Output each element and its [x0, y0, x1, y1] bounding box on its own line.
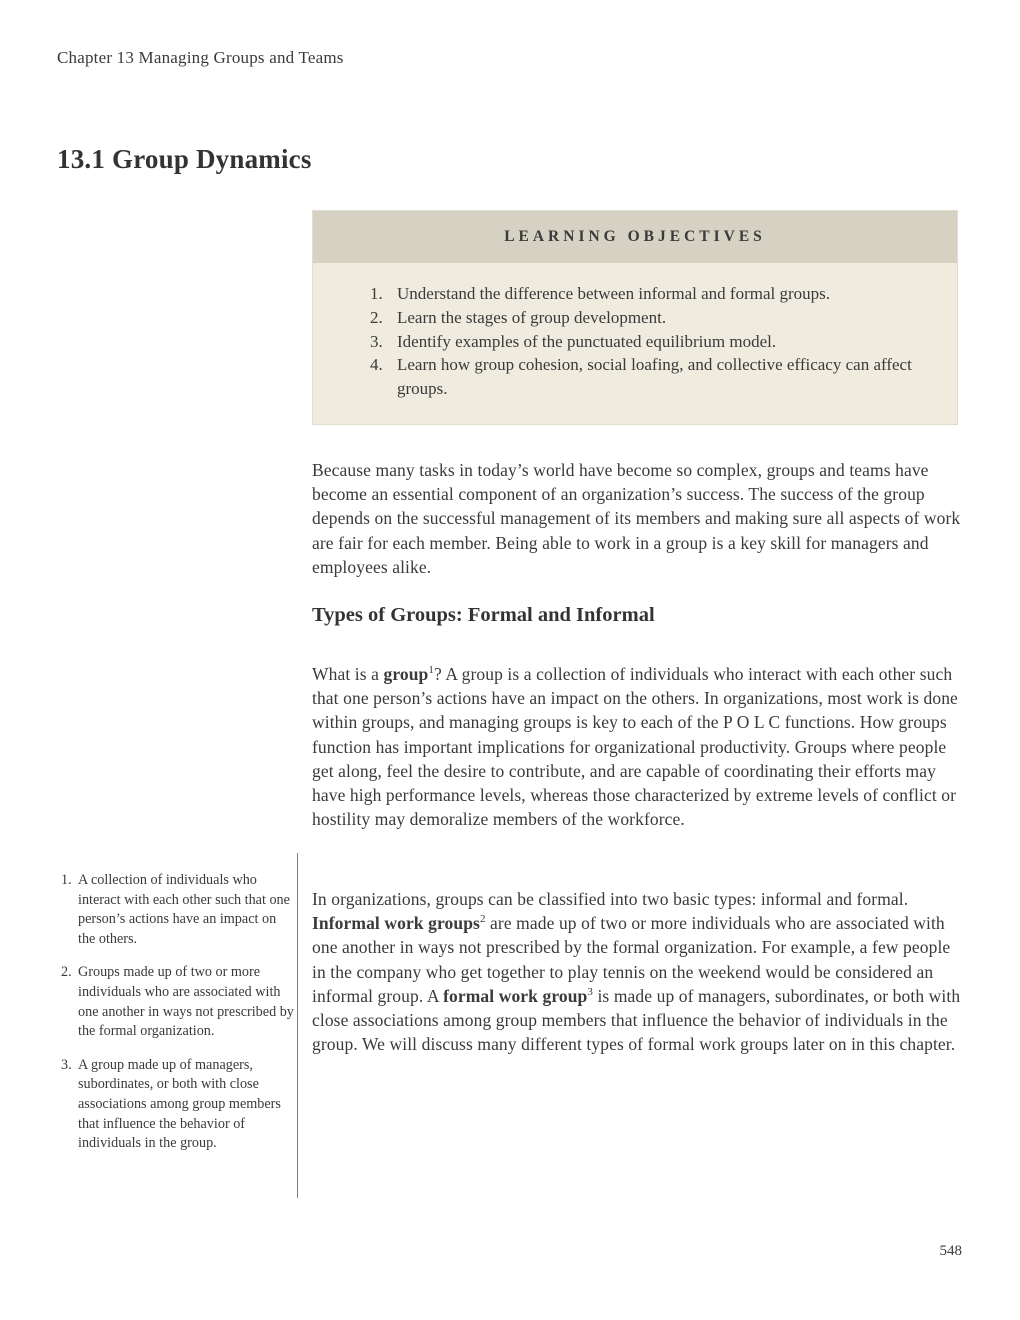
footnote-text: A group made up of managers, subordinates, or both with close associations among group members that influence the behavior of individuals in the group.: [78, 1056, 281, 1152]
footnote: [61, 963, 294, 1041]
list-number: 2.: [370, 307, 383, 327]
learning-objective-text: Learn the stages of group development.: [397, 307, 667, 327]
learning-objective-text: Learn how group cohesion, social loafing, and collective efficacy can affect groups.: [397, 355, 912, 399]
learning-objective-item: [370, 353, 923, 401]
learning-objectives-box: [312, 210, 958, 425]
chapter-header: Chapter 13 Managing Groups and Teams: [57, 48, 344, 67]
footnote-text: A collection of individuals who interact with each other such that one person’s actions have an impact on the others.: [78, 872, 290, 947]
footnotes-sidebar: [61, 871, 294, 1168]
section-title: 13.1 Group Dynamics: [57, 144, 312, 174]
learning-objectives-title: LEARNING OBJECTIVES: [313, 211, 957, 263]
learning-objective-text: Identify examples of the punctuated equilibrium model.: [397, 331, 777, 351]
list-number: 3.: [370, 331, 383, 351]
learning-objective-text: Understand the difference between informal and formal groups.: [397, 284, 831, 303]
page-number: 548: [939, 1243, 962, 1259]
footnote-text: Groups made up of two or more individuals who are associated with one another in ways not prescribed by the formal organization.: [78, 964, 294, 1040]
intro-paragraph: Because many tasks in today’s world have become so complex, groups and teams have become an essential component of an organization’s success. The success of the group depends on the successful management of its members and making sure all aspects of work are fair for each member. Being able to work in a group is a key skill for managers and employees alike.: [312, 460, 961, 577]
learning-objectives-body: [313, 263, 957, 426]
learning-objectives-list: [313, 263, 957, 401]
footnote-number: 2.: [61, 964, 72, 981]
sidebar-divider-line: [297, 853, 298, 1198]
learning-objective-item: [370, 306, 923, 330]
subsection-title: Types of Groups: Formal and Informal: [312, 604, 655, 626]
footnote: [61, 871, 294, 949]
list-number: 1.: [370, 284, 383, 303]
learning-objective-item: [370, 282, 923, 306]
footnote-number: 1.: [61, 872, 72, 888]
group-definition-paragraph: What is a group$^1$? A group is a collection of individuals who interact with each other such that one person’s actions have an impact on the others. In organizations, most work is done within groups, and managing groups is key to each of the P O L C functions. How groups function has important implications for organizational productivity. Groups where people get along, feel the desire to contribute, and are capable of coordinating their efforts may have high performance levels, whereas those characterized by extreme levels of conflict or hostility may demoralize members of the workforce.: [312, 664, 958, 830]
footnote: [61, 1056, 294, 1154]
learning-objective-item: [370, 330, 923, 354]
footnote-number: 3.: [61, 1056, 72, 1073]
informal-formal-paragraph: In organizations, groups can be classified into two basic types: informal and formal. Informal work groups$^2$ are made up of two or more individuals who are associated with one another in ways not prescribed by the formal organization. For example, a few people in the company who get together to play tennis on the weekend would be considered an informal group. A formal work group$^3$ is made up of managers, subordinates, or both with close associations among group members that influence the behavior of individuals in the group. We will discuss many different types of formal work groups later on in this chapter.: [312, 889, 961, 1055]
list-number: 4.: [370, 355, 383, 375]
